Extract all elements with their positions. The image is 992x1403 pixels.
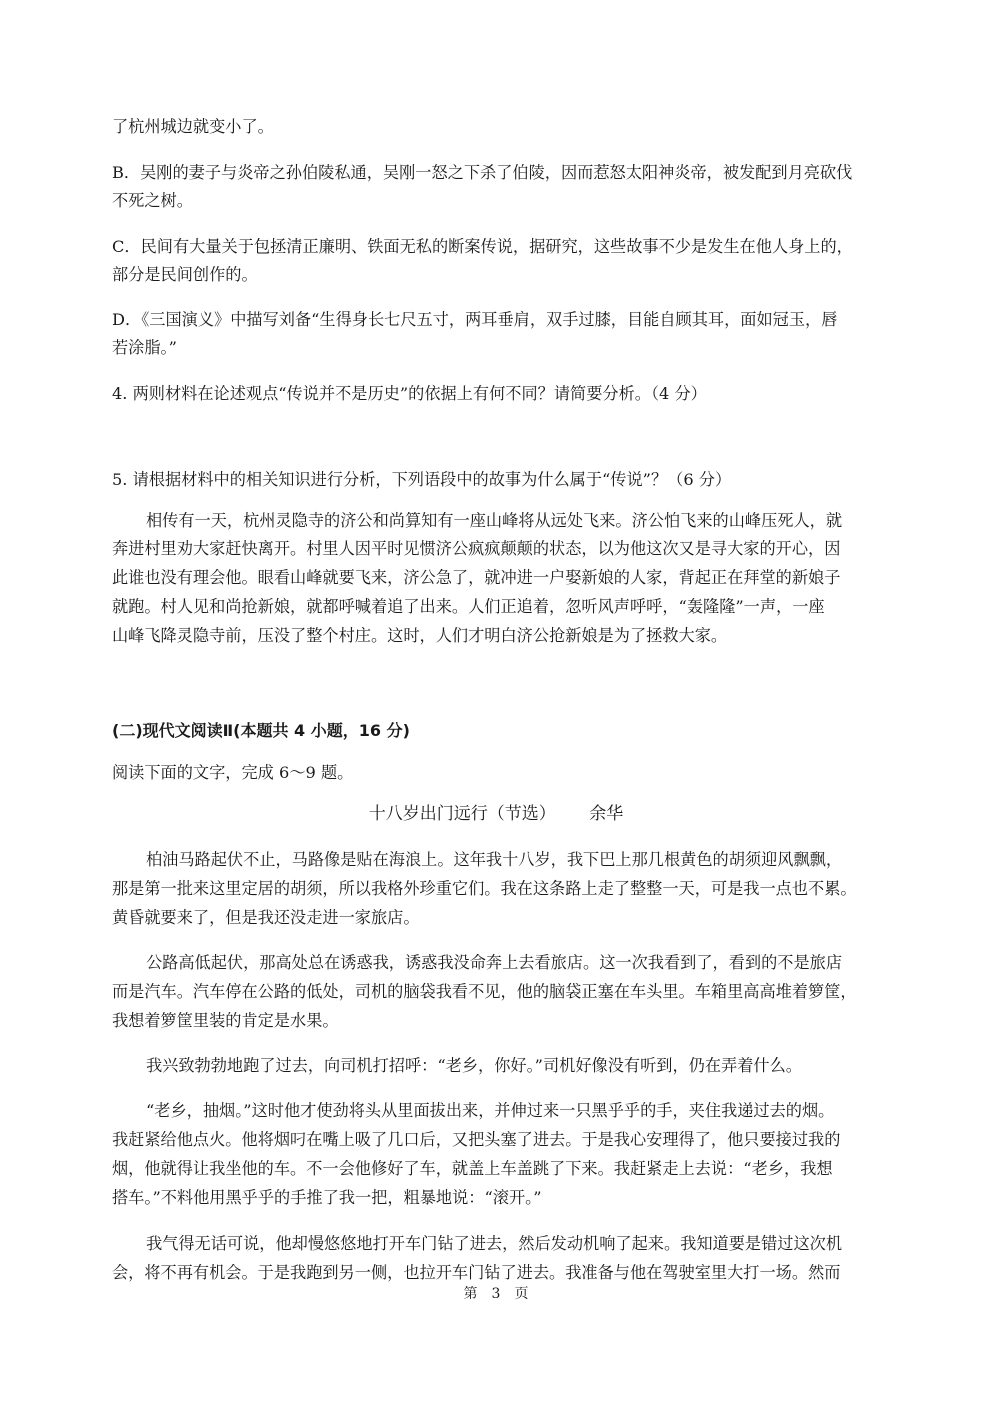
question-5: 5. 请根据材料中的相关知识进行分析，下列语段中的故事为什么属于“传说”？（6 分）	[112, 470, 732, 489]
text-line: 了杭州城边就变小了。	[112, 117, 274, 136]
story-p3-line-1: 我兴致勃勃地跑了过去，向司机打招呼：“老乡，你好。”司机好像没有听到，仍在弄着什么。	[146, 1056, 802, 1075]
legend-line-3: 此谁也没有理会他。眼看山峰就要飞来，济公急了，就冲进一户娶新娘的人家，背起正在拜堂的新娘子	[112, 568, 841, 587]
story-p5-line-2: 会，将不再有机会。于是我跑到另一侧，也拉开车门钻了进去。我准备与他在驾驶室里大打一场。然而	[112, 1263, 841, 1282]
option-d-line-2: 若涂脂。”	[112, 338, 177, 357]
option-c-line-2: 部分是民间创作的。	[112, 265, 258, 284]
option-b-line-1: B．吴刚的妻子与炎帝之孙伯陵私通，吴刚一怒之下杀了伯陵，因而惹怒太阳神炎帝，被发配到月亮砍伐	[112, 163, 853, 182]
story-p5-line-1: 我气得无话可说，他却慢悠悠地打开车门钻了进去，然后发动机响了起来。我知道要是错过这次机	[146, 1234, 843, 1253]
story-p1-line-3: 黄昏就要来了，但是我还没走进一家旅店。	[112, 908, 420, 927]
story-title-line	[0, 803, 992, 825]
story-title: 十八岁出门远行（节选）	[368, 804, 556, 824]
story-author: 余华	[589, 804, 624, 824]
section-heading: (二)现代文阅读Ⅱ(本题共 4 小题，16 分)	[112, 721, 410, 740]
legend-line-4: 就跑。村人见和尚抢新娘，就都呼喊着追了出来。人们正追着，忽听风声呼呼，“轰隆隆”一声，一座	[112, 597, 825, 616]
story-p4-line-4: 搭车。”不料他用黑乎乎的手推了我一把，粗暴地说：“滚开。”	[112, 1188, 542, 1207]
page-number: 第 3 页	[463, 1286, 529, 1302]
option-d-line-1: D．《三国演义》中描写刘备“生得身长七尺五寸，两耳垂肩，双手过膝，目能自顾其耳，面如冠玉，唇	[112, 310, 838, 329]
legend-line-1: 相传有一天，杭州灵隐寺的济公和尚算知有一座山峰将从远处飞来。济公怕飞来的山峰压死人，就	[146, 511, 843, 530]
option-b-line-2: 不死之树。	[112, 191, 193, 210]
story-p4-line-3: 烟，他就得让我坐他的车。不一会他修好了车，就盖上车盖跳了下来。我赶紧走上去说：“老乡，我想	[112, 1159, 833, 1178]
story-p1-line-1: 柏油马路起伏不止，马路像是贴在海浪上。这年我十八岁，我下巴上那几根黄色的胡须迎风飘飘，	[146, 850, 843, 869]
question-4: 4. 两则材料在论述观点“传说并不是历史”的依据上有何不同？请简要分析。（4 分）	[112, 384, 707, 403]
legend-line-2: 奔进村里劝大家赶快离开。村里人因平时见惯济公疯疯颠颠的状态，以为他这次又是寻大家的开心，因	[112, 539, 841, 558]
story-p2-line-3: 我想着箩筐里装的肯定是水果。	[112, 1011, 339, 1030]
story-p4-line-1: “老乡，抽烟。”这时他才使劲将头从里面拔出来，并伸过来一只黑乎乎的手，夹住我递过去的烟。	[146, 1101, 835, 1120]
option-c-line-1: C．民间有大量关于包拯清正廉明、铁面无私的断案传说，据研究，这些故事不少是发生在他人身上的，	[112, 237, 853, 256]
section-instruction: 阅读下面的文字，完成 6～9 题。	[112, 763, 354, 782]
story-p2-line-1: 公路高低起伏，那高处总在诱惑我，诱惑我没命奔上去看旅店。这一次我看到了，看到的不是旅店	[146, 953, 843, 972]
story-p4-line-2: 我赶紧给他点火。他将烟叼在嘴上吸了几口后，又把头塞了进去。于是我心安理得了，他只要接过我的	[112, 1130, 841, 1149]
legend-line-5: 山峰飞降灵隐寺前，压没了整个村庄。这时，人们才明白济公抢新娘是为了拯救大家。	[112, 626, 728, 645]
story-p1-line-2: 那是第一批来这里定居的胡须，所以我格外珍重它们。我在这条路上走了整整一天，可是我一点也不累。	[112, 879, 857, 898]
story-p2-line-2: 而是汽车。汽车停在公路的低处，司机的脑袋我看不见，他的脑袋正塞在车头里。车箱里高高堆着箩筐，	[112, 982, 857, 1001]
